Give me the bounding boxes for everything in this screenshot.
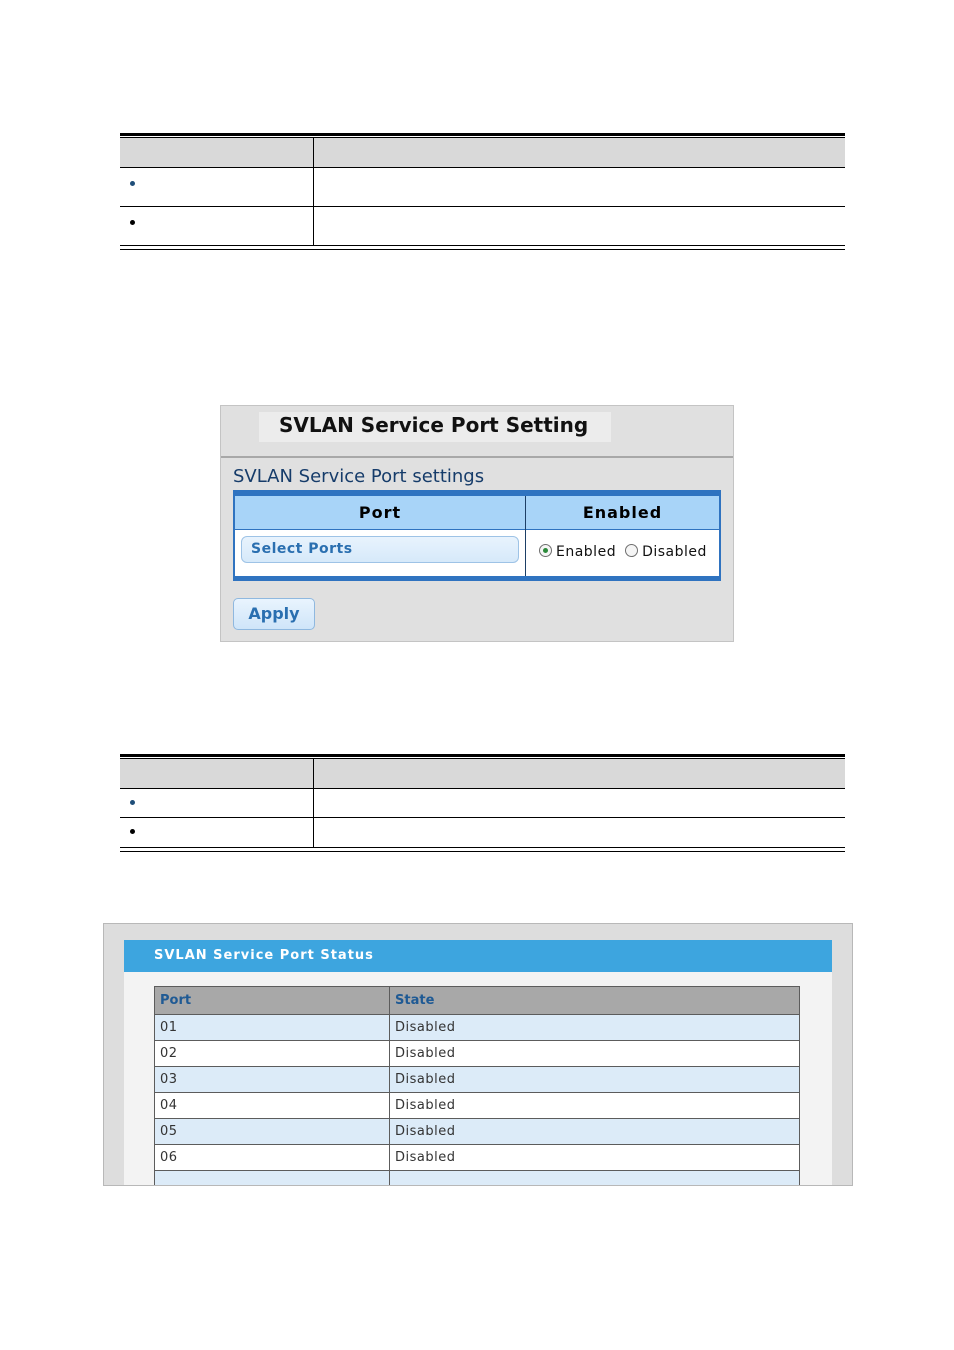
table-bottom-rule: [120, 249, 845, 250]
table-bottom-rule: [120, 851, 845, 852]
description-table-2: [120, 754, 845, 852]
port-cell: 04: [155, 1093, 390, 1119]
port-cell: 05: [155, 1119, 390, 1145]
port-cell: 06: [155, 1145, 390, 1171]
svlan-setting-panel: [220, 405, 734, 642]
enabled-radio-group: [539, 544, 716, 560]
table-header: [120, 759, 845, 788]
radio-enabled-label: Enabled: [556, 544, 617, 560]
svlan-status-panel: [103, 923, 853, 1186]
settings-table-header: [235, 496, 719, 529]
table-bottom-rule: [120, 245, 845, 248]
title-separator: [221, 456, 733, 458]
status-table: [154, 986, 800, 1186]
radio-disabled[interactable]: [625, 544, 638, 557]
table-row: [155, 1015, 800, 1041]
description-table-1: [120, 133, 845, 250]
radio-disabled-label: Disabled: [642, 544, 707, 560]
column-header-enabled: Enabled: [582, 503, 663, 522]
bullet-icon: [130, 181, 135, 186]
state-cell: Disabled: [390, 1145, 800, 1171]
table-row: [155, 1171, 800, 1187]
state-cell: Disabled: [390, 1015, 800, 1041]
column-header-port: Port: [358, 503, 402, 522]
bullet-icon: [130, 800, 135, 805]
table-row: [120, 167, 845, 206]
state-cell: Disabled: [390, 1119, 800, 1145]
table-row: [155, 1145, 800, 1171]
column-header-port: Port: [155, 987, 390, 1015]
state-cell: Disabled: [390, 1041, 800, 1067]
table-bottom-rule: [120, 847, 845, 850]
settings-table: [233, 490, 721, 581]
table-row: [155, 1119, 800, 1145]
status-header-bar: [124, 940, 832, 972]
bullet-icon: [130, 220, 135, 225]
radio-enabled[interactable]: [539, 544, 552, 557]
table-top-rule: [120, 754, 845, 757]
column-divider: [525, 496, 526, 576]
apply-button[interactable]: Apply: [233, 598, 315, 630]
column-header-state: State: [390, 987, 800, 1015]
settings-table-row: [235, 530, 719, 576]
table-row: [155, 1093, 800, 1119]
port-cell: [155, 1171, 390, 1187]
status-title: SVLAN Service Port Status: [154, 948, 374, 963]
table-row: [155, 1041, 800, 1067]
port-cell: 01: [155, 1015, 390, 1041]
status-table-header-row: [155, 987, 800, 1015]
table-row: [120, 817, 845, 847]
section-title: SVLAN Service Port settings: [233, 466, 485, 487]
table-row: [120, 206, 845, 245]
table-row: [155, 1067, 800, 1093]
status-content: [124, 940, 832, 1186]
table-row: [120, 788, 845, 817]
state-cell: Disabled: [390, 1067, 800, 1093]
port-cell: 02: [155, 1041, 390, 1067]
state-cell: [390, 1171, 800, 1187]
port-cell: 03: [155, 1067, 390, 1093]
state-cell: Disabled: [390, 1093, 800, 1119]
page-title: SVLAN Service Port Setting: [279, 413, 589, 437]
select-ports-button[interactable]: Select Ports: [241, 536, 519, 563]
table-header: [120, 138, 845, 167]
bullet-icon: [130, 829, 135, 834]
table-top-rule: [120, 133, 845, 136]
